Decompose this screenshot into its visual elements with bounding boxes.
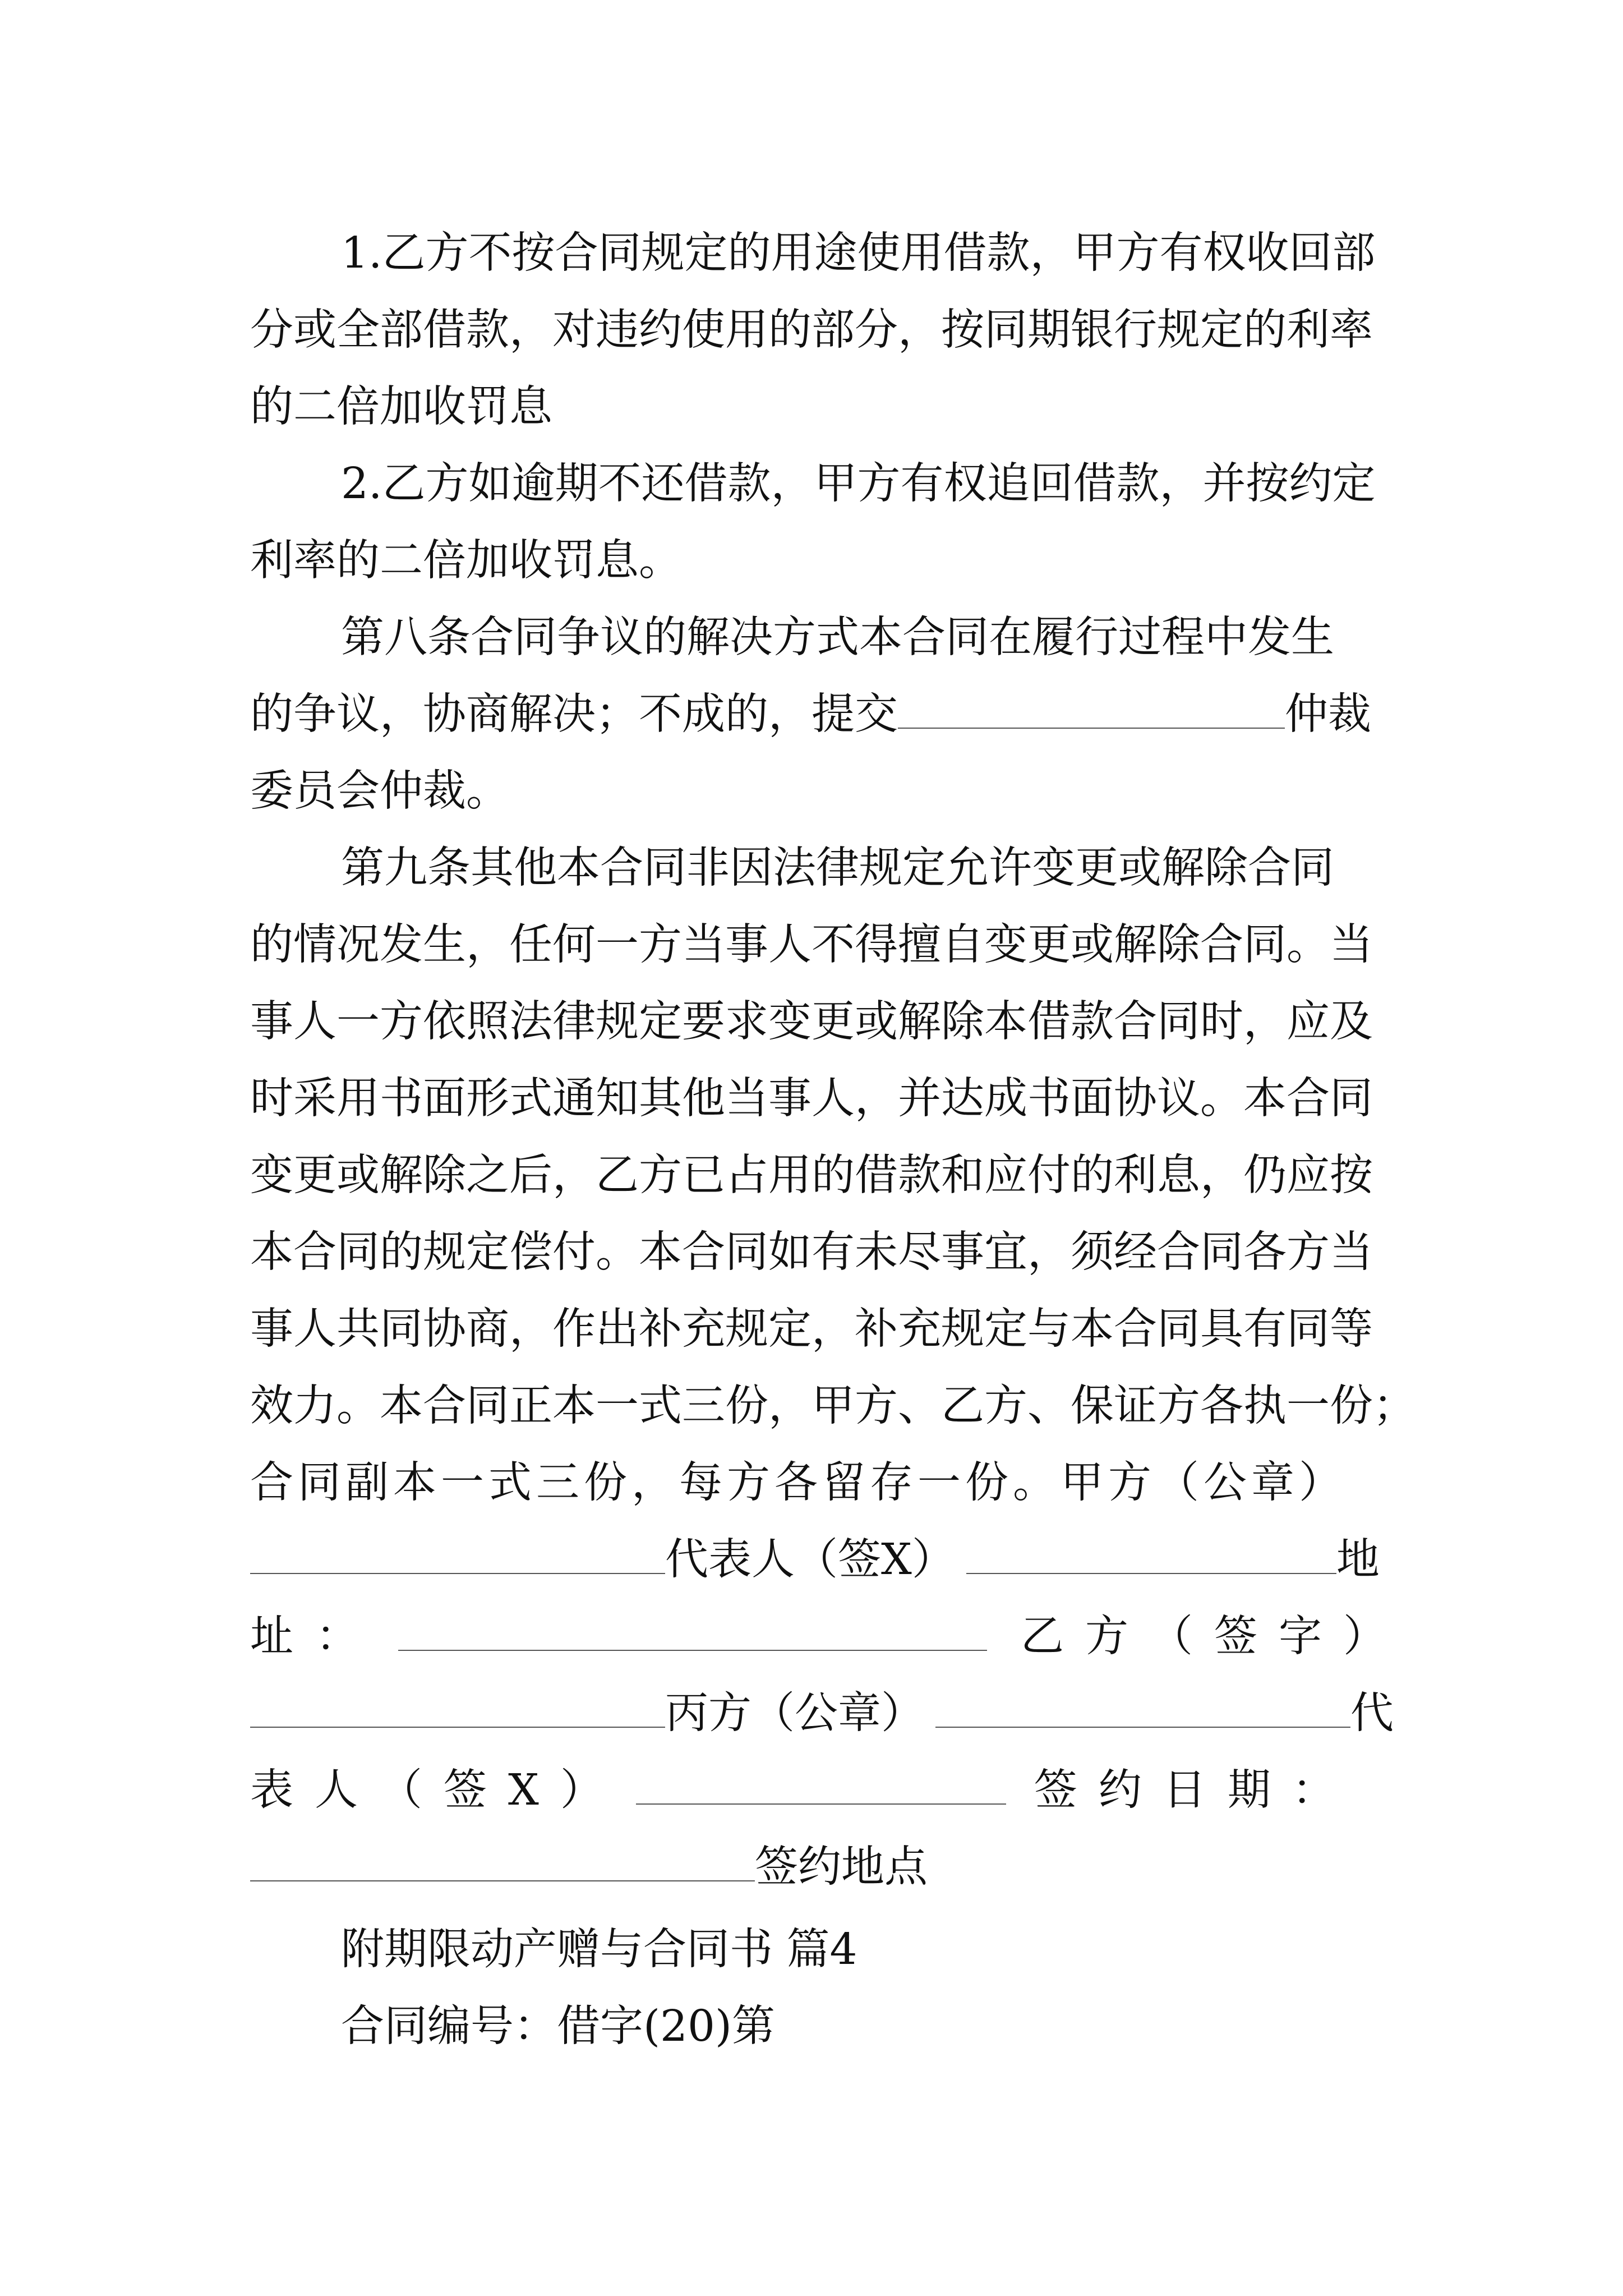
party-c-blank[interactable] (935, 1690, 1350, 1728)
signature-line-3 (250, 1675, 1394, 1752)
clause-1-line-3: 的二倍加收罚息 (250, 382, 552, 432)
article-8-line-1: 第八条合同争议的解决方式本合同在履行过程中发生 (341, 613, 1334, 662)
arbitration-blank[interactable] (898, 691, 1285, 729)
representative-c-label-start: 代 (1350, 1688, 1394, 1738)
signature-line-5 (250, 1829, 1383, 1906)
party-b-label: 乙方（签字） (1021, 1612, 1408, 1662)
article-9-line-5: 变更或解除之后，乙方已占用的借款和应付的利息，仍应按 (250, 1151, 1373, 1200)
article-9-line-8: 效力。本合同正本一式三份，甲方、乙方、保证方各执一份； (250, 1381, 1416, 1431)
address-blank[interactable] (398, 1613, 987, 1651)
article-9-line-4: 时采用书面形式通知其他当事人，并达成书面协议。本合同 (250, 1074, 1373, 1124)
clause-1-line-2: 分或全部借款，对违约使用的部分，按同期银行规定的利率 (250, 305, 1373, 355)
article-9-line-7: 事人共同协商，作出补充规定，补充规定与本合同具有同等 (250, 1304, 1373, 1354)
address-label-start: 地 (1336, 1535, 1380, 1585)
clause-1-line-1: 1.乙方不按合同规定的用途使用借款，甲方有权收回部 (341, 228, 1376, 278)
article-9-line-9: 合同副本一式三份，每方各留存一份。甲方（公章） (250, 1458, 1347, 1508)
representative-a-label: 代表人（签X） (665, 1535, 955, 1585)
representative-c-blank[interactable] (636, 1766, 1006, 1805)
representative-c-label-end: 表人（签X） (250, 1765, 625, 1815)
article-9-line-1: 第九条其他本合同非因法律规定允许变更或解除合同 (341, 843, 1334, 893)
party-c-label: 丙方（公章） (665, 1688, 924, 1738)
signature-line-1 (250, 1521, 1383, 1598)
signature-line-2 (250, 1598, 1408, 1675)
sign-date-blank[interactable] (250, 1843, 755, 1881)
clause-2-line-1: 2.乙方如逾期不还借款，甲方有权追回借款，并按约定 (341, 459, 1376, 509)
article-8-line-2 (250, 676, 1383, 753)
article-8-text-b: 仲裁 (1285, 689, 1371, 739)
article-8-text-a: 的争议，协商解决；不成的，提交 (250, 689, 898, 739)
article-9-line-2: 的情况发生，任何一方当事人不得擅自变更或解除合同。当 (250, 920, 1373, 970)
article-8-line-3: 委员会仲裁。 (250, 766, 509, 816)
document-body (250, 215, 1416, 2065)
section-heading: 附期限动产赠与合同书 篇4 (341, 1925, 857, 1975)
party-b-blank[interactable] (250, 1690, 665, 1728)
sign-place-label: 签约地点 (755, 1842, 928, 1892)
clause-2-line-2: 利率的二倍加收罚息。 (250, 536, 682, 586)
representative-a-blank[interactable] (966, 1536, 1336, 1574)
party-a-blank[interactable] (250, 1536, 665, 1574)
address-label-end: 址： (250, 1612, 381, 1662)
signature-line-4 (250, 1752, 1383, 1829)
sign-date-label: 签约日期： (1034, 1765, 1357, 1815)
article-9-line-3: 事人一方依照法律规定要求变更或解除本借款合同时，应及 (250, 997, 1373, 1047)
article-9-line-6: 本合同的规定偿付。本合同如有未尽事宜，须经合同各方当 (250, 1227, 1373, 1277)
contract-number: 合同编号：借字(20)第 (341, 2001, 776, 2051)
